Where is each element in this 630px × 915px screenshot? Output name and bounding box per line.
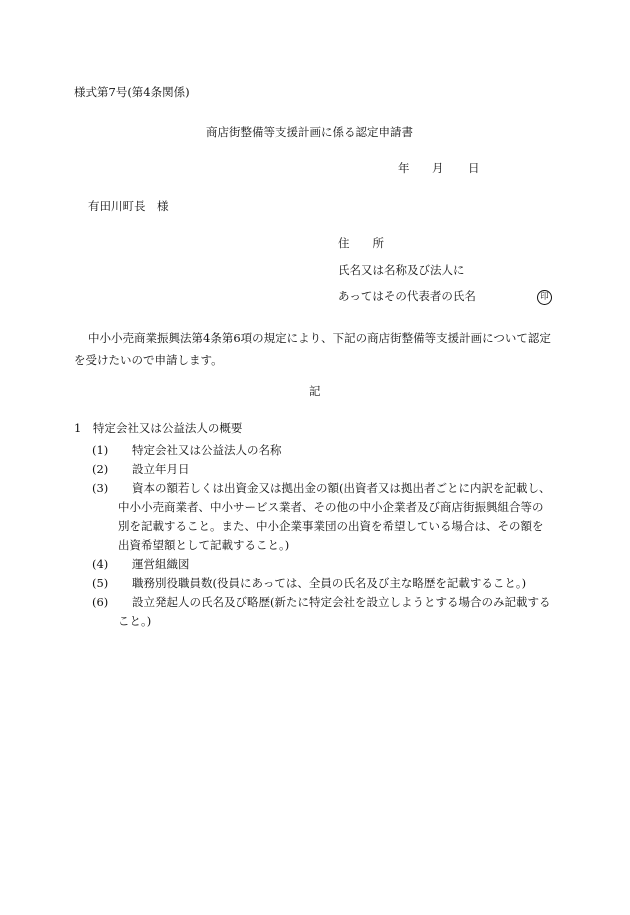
document-title: 商店街整備等支援計画に係る認定申請書 [206, 125, 413, 139]
item-text: 設立発起人の氏名及び略歴(新たに特定会社を設立しようとする場合のみ記載すること。) [118, 595, 551, 628]
item-number: (2) [92, 462, 109, 476]
overview-item-4 [92, 555, 552, 574]
item-number: (6) [92, 595, 109, 609]
overview-item-5 [92, 574, 552, 593]
item-text: 職務別役職員数(役員にあっては、全員の氏名及び主な略歴を記載すること。) [132, 576, 527, 590]
date-year: 年 [398, 161, 410, 175]
application-body-text: 中小小売商業振興法第4条第6項の規定により、下記の商店街整備等支援計画について認定を受けたいので申請します。 [74, 331, 551, 367]
item-text: 資本の額若しくは出資金又は拠出金の額(出資者又は拠出者ごとに内訳を記載し、中小小売商業者、中小サービス業者、その他の中小企業者及び商店街振興組合等の別を記載すること。また、中小企業事業団の出資を希望している場合は、その額を出資希望額として記載すること。) [118, 481, 551, 552]
seal-mark: 印 [537, 290, 552, 305]
applicant-name-label-line2: あってはその代表者の氏名 [338, 289, 476, 303]
date-month: 月 [432, 161, 444, 175]
item-text: 特定会社又は公益法人の名称 [132, 443, 282, 457]
overview-item-3 [92, 479, 552, 555]
item-text: 設立年月日 [132, 462, 190, 476]
overview-item-6 [92, 593, 552, 631]
item-number: (1) [92, 443, 109, 457]
overview-item-2 [92, 460, 552, 479]
overview-item-1 [92, 441, 552, 460]
applicant-name-label-line1: 氏名又は名称及び法人に [338, 263, 465, 277]
date-day: 日 [468, 161, 480, 175]
item-text: 運営組織図 [132, 557, 190, 571]
item-number: (4) [92, 557, 109, 571]
item-number: (5) [92, 576, 109, 590]
applicant-address-label: 住 所 [338, 236, 384, 250]
ki-heading: 記 [309, 384, 321, 398]
form-number: 様式第7号(第4条関係) [74, 85, 190, 99]
addressee: 有田川町長 様 [88, 199, 169, 213]
section1-title: 1 特定会社又は公益法人の概要 [74, 421, 243, 435]
item-number: (3) [92, 481, 109, 495]
